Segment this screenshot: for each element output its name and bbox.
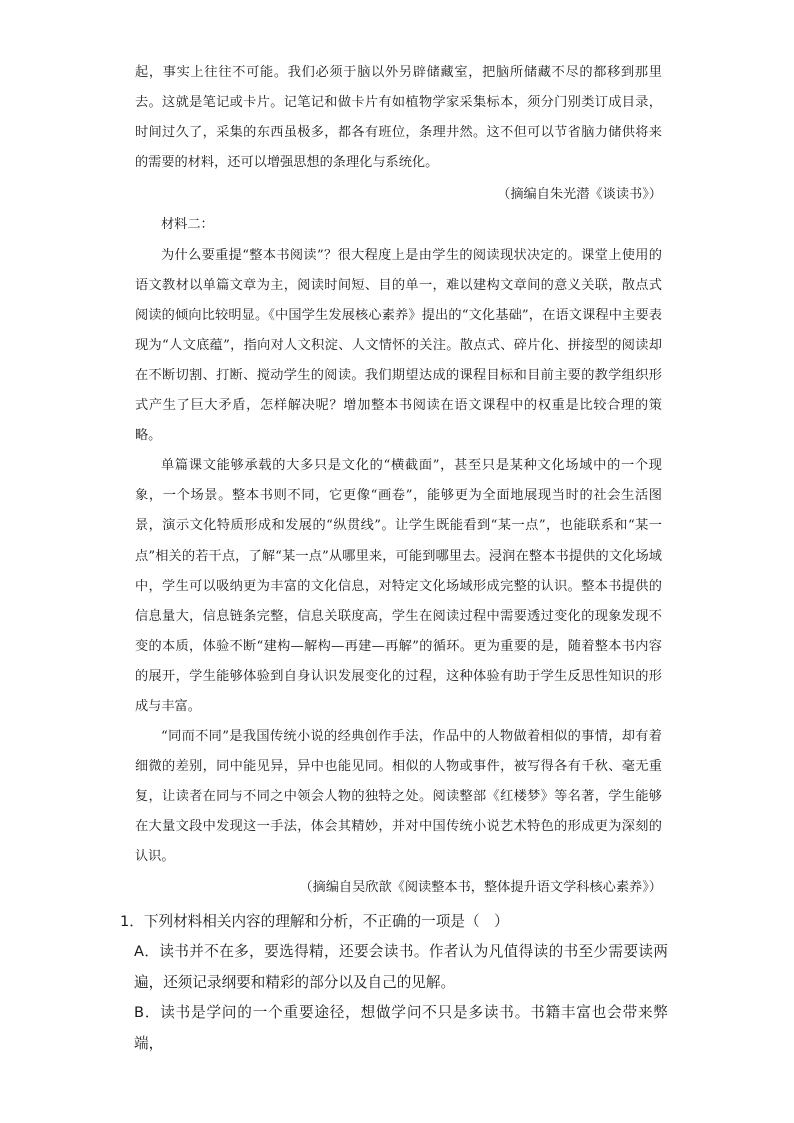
material2-paragraph-2: 单篇课文能够承载的大多只是文化的“横截面”，甚至只是某种文化场域中的一个现象，一个场景。整本书则不同，它更像“画卷”，能够更为全面地展现当时的社会生活图景，演示文化特质形成和发展的“纵贯线”。让学生既能看到“某一点”，也能联系和“某一点”相关的若干点，了解“某一点”从哪里来，可能到哪里去。浸润在整本书提供的文化场域中，学生可以吸纳更为丰富的文化信息，对特定文化场域形成完整的认识。整本书提供的信息量大，信息链条完整，信息关联度高，学生在阅读过程中需要透过变化的现象发现不变的本质，体验不断“建构—解构—再建—再解”的循环。更为重要的是，随着整本书内容的展开，学生能够体验到自身认识发展变化的过程，这种体验有助于学生反思性知识的形成与丰富。 (135, 458, 662, 714)
question1-option-a[interactable]: A．读书并不在多，要选得精，还要会读书。作者认为凡值得读的书至少需要读两遍，还须记录纲要和精彩的部分以及自己的见解。 (134, 943, 668, 991)
material1-tail-text: 起，事实上往往不可能。我们必须于脑以外另辟储藏室，把脑所储藏不尽的都移到那里去。这就是笔记或卡片。记笔记和做卡片有如植物学家采集标本，须分门别类订成目录，时间过久了，采集的东西虽极多，都各有班位，条理井然。这不但可以节省脑力储供将来的需要的材料，还可以增强思想的条理化与系统化。 (135, 65, 662, 171)
material2-source: （摘编自吴欣歆《阅读整本书，整体提升语文学科核心素养》） (299, 879, 662, 895)
material2-paragraph-3: “同而不同”是我国传统小说的经典创作手法，作品中的人物做着相似的事情，却有着细微的差别，同中能见异，异中也能见同。相似的人物或事件，被写得各有千秋、毫无重复，让读者在同与不同之中领会人物的独特之处。阅读整部《红楼梦》等名著，学生能够在大量文段中发现这一手法，体会其精妙，并对中国传统小说艺术特色的形成更为深刻的认识。 (135, 729, 662, 865)
question1-option-b[interactable]: B．读书是学问的一个重要途径，想做学问不只是多读书。书籍丰富也会带来弊端， (134, 1004, 668, 1052)
question-block (120, 907, 668, 1059)
page-content (135, 58, 662, 903)
material2-paragraph-1: 为什么要重提“整本书阅读”？很大程度上是由学生的阅读现状决定的。课堂上使用的语文教材以单篇文章为主，阅读时间短、目的单一，难以建构文章间的意义关联，散点式阅读的倾向比较明显。《中国学生发展核心素养》提出的“文化基础”，在语文课程中主要表现为“人文底蕴”，指向对人文积淀、人文情怀的关注。散点式、碎片化、拼接型的阅读却在不断切割、打断、搅动学生的阅读。我们期望达成的课程目标和目前主要的教学组织形式产生了巨大矛盾，怎样解决呢？增加整本书阅读在语文课程中的权重是比较合理的策略。 (135, 247, 662, 444)
material1-source: （摘编自朱光潜《谈读书》） (497, 187, 662, 203)
material2-label: 材料二： (161, 217, 214, 233)
question1-stem: 1．下列材料相关内容的理解和分析，不正确的一项是（ ） (120, 913, 509, 930)
